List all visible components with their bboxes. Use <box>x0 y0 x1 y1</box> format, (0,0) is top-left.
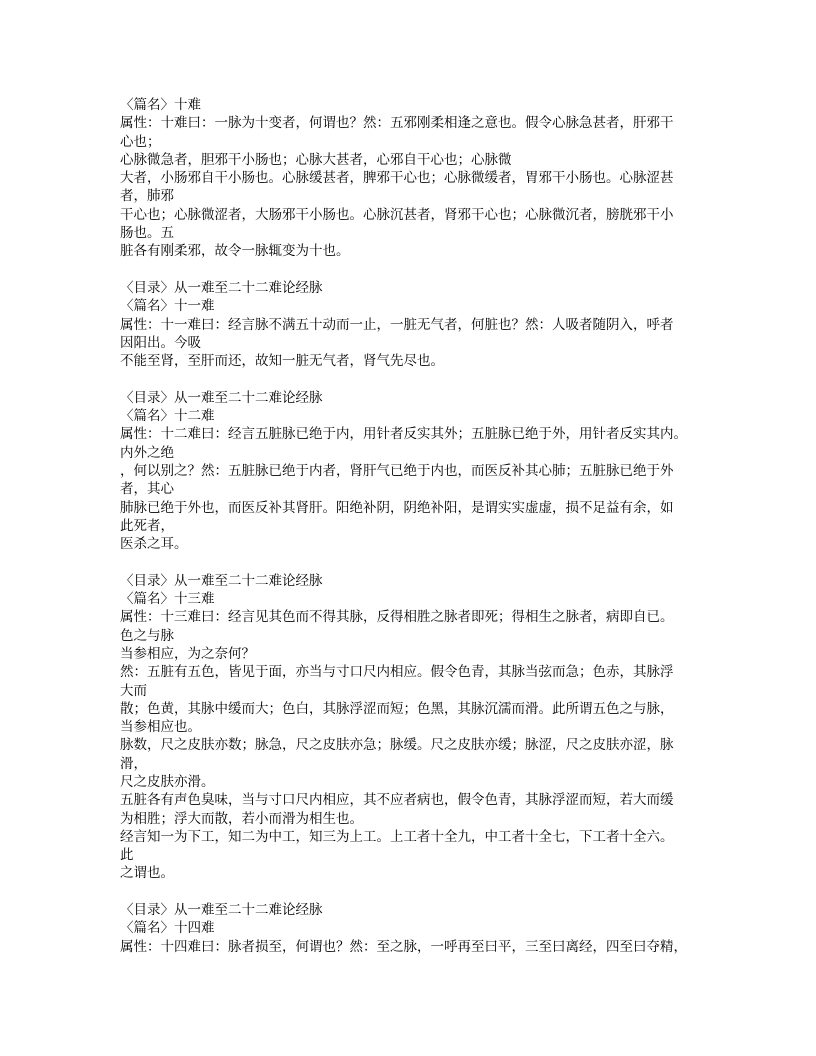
text-line: 当参相应，为之奈何？ <box>120 645 255 662</box>
text-line: 者，其心 <box>120 481 174 498</box>
text-line: 肺脉已绝于外也，而医反补其肾肝。阳绝补阴，阴绝补阳，是谓实实虚虚，损不足益有余，如 <box>120 499 674 516</box>
text-line: 然：五脏有五色，皆见于面，亦当与寸口尺内相应。假令色青，其脉当弦而急；色赤，其脉浮 <box>120 664 674 681</box>
text-line: 〈目录〉从一难至二十二难论经脉 <box>120 389 323 406</box>
text-line: 此死者， <box>120 517 174 534</box>
text-line: 者，肺邪 <box>120 188 174 205</box>
text-line: 〈篇名〉十三难 <box>120 591 215 608</box>
text-line: 脏各有刚柔邪，故令一脉辄变为十也。 <box>120 243 350 260</box>
text-line: 脉数，尺之皮肤亦数；脉急，尺之皮肤亦急；脉缓。尺之皮肤亦缓；脉涩，尺之皮肤亦涩，脉 <box>120 737 674 754</box>
blank-line <box>120 553 700 571</box>
text-line: 大而 <box>120 682 147 699</box>
text-line: 心也； <box>120 133 161 150</box>
text-line: 滑， <box>120 755 147 772</box>
text-line: 〈目录〉从一难至二十二难论经脉 <box>120 572 323 589</box>
text-line: 为相胜；浮大而散，若小而滑为相生也。 <box>120 810 363 827</box>
text-line: 不能至肾，至肝而还，故知一脏无气者，肾气先尽也。 <box>120 353 444 370</box>
text-line: 〈目录〉从一难至二十二难论经脉 <box>120 902 323 919</box>
text-line: 经言知一为下工，知二为中工，知三为上工。上工者十全九，中工者十全七，下工者十全六。 <box>120 828 674 845</box>
text-line: 〈篇名〉十二难 <box>120 408 215 425</box>
text-line: 散；色黄，其脉中缓而大；色白，其脉浮涩而短；色黑，其脉沉濡而滑。此所谓五色之与脉， <box>120 700 674 717</box>
document-page <box>120 96 700 956</box>
text-line: 因阳出。今吸 <box>120 334 201 351</box>
text-line: 属性：十二难曰：经言五脏脉已绝于内，用针者反实其外；五脏脉已绝于外，用针者反实其内。 <box>120 426 687 443</box>
text-line: 〈目录〉从一难至二十二难论经脉 <box>120 279 323 296</box>
text-line: 属性：十难曰：一脉为十变者，何谓也？然：五邪刚柔相逢之意也。假令心脉急甚者，肝邪干 <box>120 115 674 132</box>
text-line: ，何以别之？然：五脏脉已绝于内者，肾肝气已绝于内也，而医反补其心肺；五脏脉已绝于外 <box>120 462 674 479</box>
blank-line <box>120 261 700 279</box>
text-line: 〈篇名〉十一难 <box>120 298 215 315</box>
text-line: 属性：十四难曰：脉者损至，何谓也？然：至之脉，一呼再至曰平，三至曰离经，四至曰夺精， <box>120 938 687 955</box>
text-line: 肠也。五 <box>120 225 174 242</box>
text-line: 色之与脉 <box>120 627 174 644</box>
text-line: 尺之皮肤亦滑。 <box>120 773 215 790</box>
blank-line <box>120 883 700 901</box>
text-line: 属性：十三难曰：经言见其色而不得其脉，反得相胜之脉者即死；得相生之脉者，病即自已。 <box>120 609 674 626</box>
text-line: 内外之绝 <box>120 444 174 461</box>
text-line: 大者，小肠邪自干小肠也。心脉缓甚者，脾邪干心也；心脉微缓者，胃邪干小肠也。心脉涩甚 <box>120 170 674 187</box>
blank-line <box>120 370 700 388</box>
text-line: 干心也；心脉微涩者，大肠邪干小肠也。心脉沉甚者，肾邪干心也；心脉微沉者，膀胱邪干小 <box>120 206 674 223</box>
text-line: 此 <box>120 847 134 864</box>
text-line: 属性：十一难曰：经言脉不满五十动而一止，一脏无气者，何脏也？然：人吸者随阴入，呼者 <box>120 316 674 333</box>
text-line: 〈篇名〉十难 <box>120 97 201 113</box>
text-line: 当参相应也。 <box>120 719 201 736</box>
text-line: 〈篇名〉十四难 <box>120 920 215 937</box>
text-line: 五脏各有声色臭味，当与寸口尺内相应，其不应者病也，假令色青，其脉浮涩而短，若大而缓 <box>120 792 674 809</box>
text-line: 医杀之耳。 <box>120 536 188 553</box>
text-line: 心脉微急者，胆邪干小肠也；心脉大甚者，心邪自干心也；心脉微 <box>120 151 512 168</box>
text-line: 之谓也。 <box>120 865 174 882</box>
